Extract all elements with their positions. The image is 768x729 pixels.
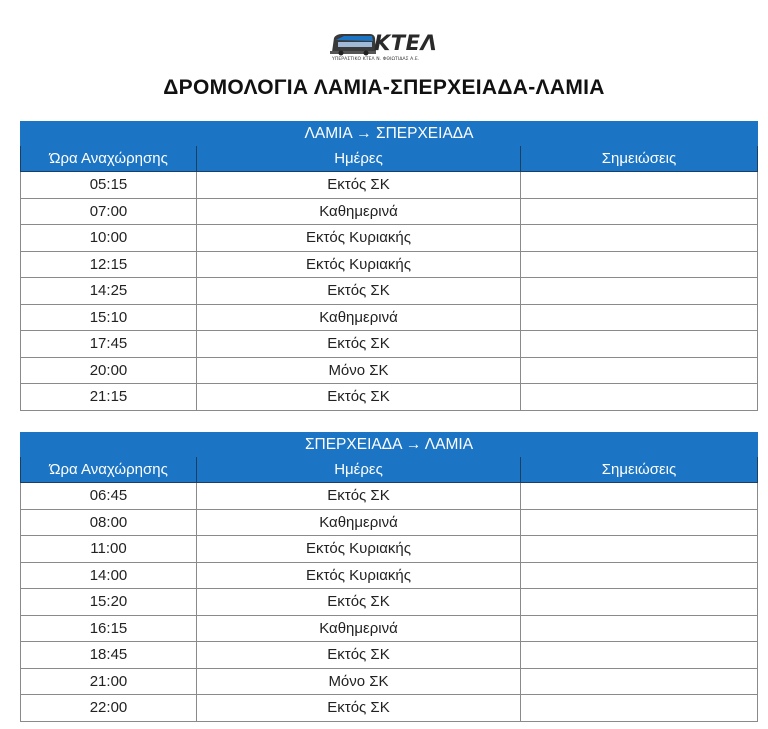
notes (521, 509, 758, 536)
days: Εκτός ΣΚ (197, 642, 521, 669)
column-header-notes: Σημειώσεις (521, 457, 758, 483)
days: Καθημερινά (197, 615, 521, 642)
notes (521, 642, 758, 669)
table-row (21, 642, 758, 669)
notes (521, 225, 758, 252)
column-header-days: Ημέρες (197, 146, 521, 172)
route-header: ΛΑΜΙΑ → ΣΠΕΡΧΕΙΑΔΑ (21, 122, 758, 146)
notes (521, 384, 758, 411)
departure-time: 15:20 (21, 589, 197, 616)
departure-time: 20:00 (21, 357, 197, 384)
notes (521, 357, 758, 384)
notes (521, 251, 758, 278)
column-header-departure: Ώρα Αναχώρησης (21, 457, 197, 483)
table-row (21, 384, 758, 411)
table-row (21, 357, 758, 384)
days: Καθημερινά (197, 198, 521, 225)
days: Εκτός ΣΚ (197, 331, 521, 358)
departure-time: 08:00 (21, 509, 197, 536)
notes (521, 562, 758, 589)
ktel-logo (330, 30, 438, 64)
days: Εκτός Κυριακής (197, 251, 521, 278)
departure-time: 06:45 (21, 483, 197, 510)
table-row (21, 589, 758, 616)
schedule-table-sperchiada-lamia (20, 432, 758, 722)
column-header-days: Ημέρες (197, 457, 521, 483)
table-row (21, 562, 758, 589)
table-row (21, 668, 758, 695)
notes (521, 278, 758, 305)
days: Εκτός ΣΚ (197, 589, 521, 616)
days: Εκτός ΣΚ (197, 695, 521, 722)
days: Εκτός ΣΚ (197, 483, 521, 510)
departure-time: 14:00 (21, 562, 197, 589)
table-row (21, 509, 758, 536)
departure-time: 12:15 (21, 251, 197, 278)
departure-time: 17:45 (21, 331, 197, 358)
departure-time: 16:15 (21, 615, 197, 642)
days: Εκτός ΣΚ (197, 172, 521, 199)
logo-brand: ΚΤΕΛ (374, 31, 438, 55)
bus-icon (330, 32, 376, 56)
column-header-row (21, 457, 758, 483)
column-header-row (21, 146, 758, 172)
notes (521, 695, 758, 722)
column-header-departure: Ώρα Αναχώρησης (21, 146, 197, 172)
table-row (21, 225, 758, 252)
logo-subtitle: ΥΠΕΡΑΣΤΙΚΟ ΚΤΕΛ Ν. ΦΘΙΩΤΙΔΑΣ Α.Ε. (332, 57, 420, 62)
days: Εκτός ΣΚ (197, 278, 521, 305)
column-header-notes: Σημειώσεις (521, 146, 758, 172)
table-row (21, 615, 758, 642)
days: Καθημερινά (197, 304, 521, 331)
table-row (21, 278, 758, 305)
days: Εκτός Κυριακής (197, 562, 521, 589)
notes (521, 331, 758, 358)
table-row (21, 695, 758, 722)
departure-time: 14:25 (21, 278, 197, 305)
table-row (21, 251, 758, 278)
departure-time: 11:00 (21, 536, 197, 563)
schedule-table-lamia-sperchiada (20, 121, 758, 411)
table-row (21, 304, 758, 331)
departure-time: 07:00 (21, 198, 197, 225)
departure-time: 21:00 (21, 668, 197, 695)
notes (521, 536, 758, 563)
notes (521, 615, 758, 642)
table-row (21, 536, 758, 563)
notes (521, 668, 758, 695)
departure-time: 15:10 (21, 304, 197, 331)
table-row (21, 172, 758, 199)
departure-time: 18:45 (21, 642, 197, 669)
notes (521, 304, 758, 331)
table-row (21, 198, 758, 225)
days: Καθημερινά (197, 509, 521, 536)
days: Εκτός Κυριακής (197, 225, 521, 252)
notes (521, 483, 758, 510)
route-header: ΣΠΕΡΧΕΙΑΔΑ → ΛΑΜΙΑ (21, 433, 758, 457)
departure-time: 10:00 (21, 225, 197, 252)
days: Μόνο ΣΚ (197, 668, 521, 695)
table-row (21, 331, 758, 358)
notes (521, 172, 758, 199)
days: Μόνο ΣΚ (197, 357, 521, 384)
days: Εκτός Κυριακής (197, 536, 521, 563)
departure-time: 22:00 (21, 695, 197, 722)
notes (521, 589, 758, 616)
notes (521, 198, 758, 225)
departure-time: 05:15 (21, 172, 197, 199)
days: Εκτός ΣΚ (197, 384, 521, 411)
departure-time: 21:15 (21, 384, 197, 411)
page-title: ΔΡΟΜΟΛΟΓΙΑ ΛΑΜΙΑ-ΣΠΕΡΧΕΙΑΔΑ-ΛΑΜΙΑ (163, 76, 605, 99)
table-row (21, 483, 758, 510)
